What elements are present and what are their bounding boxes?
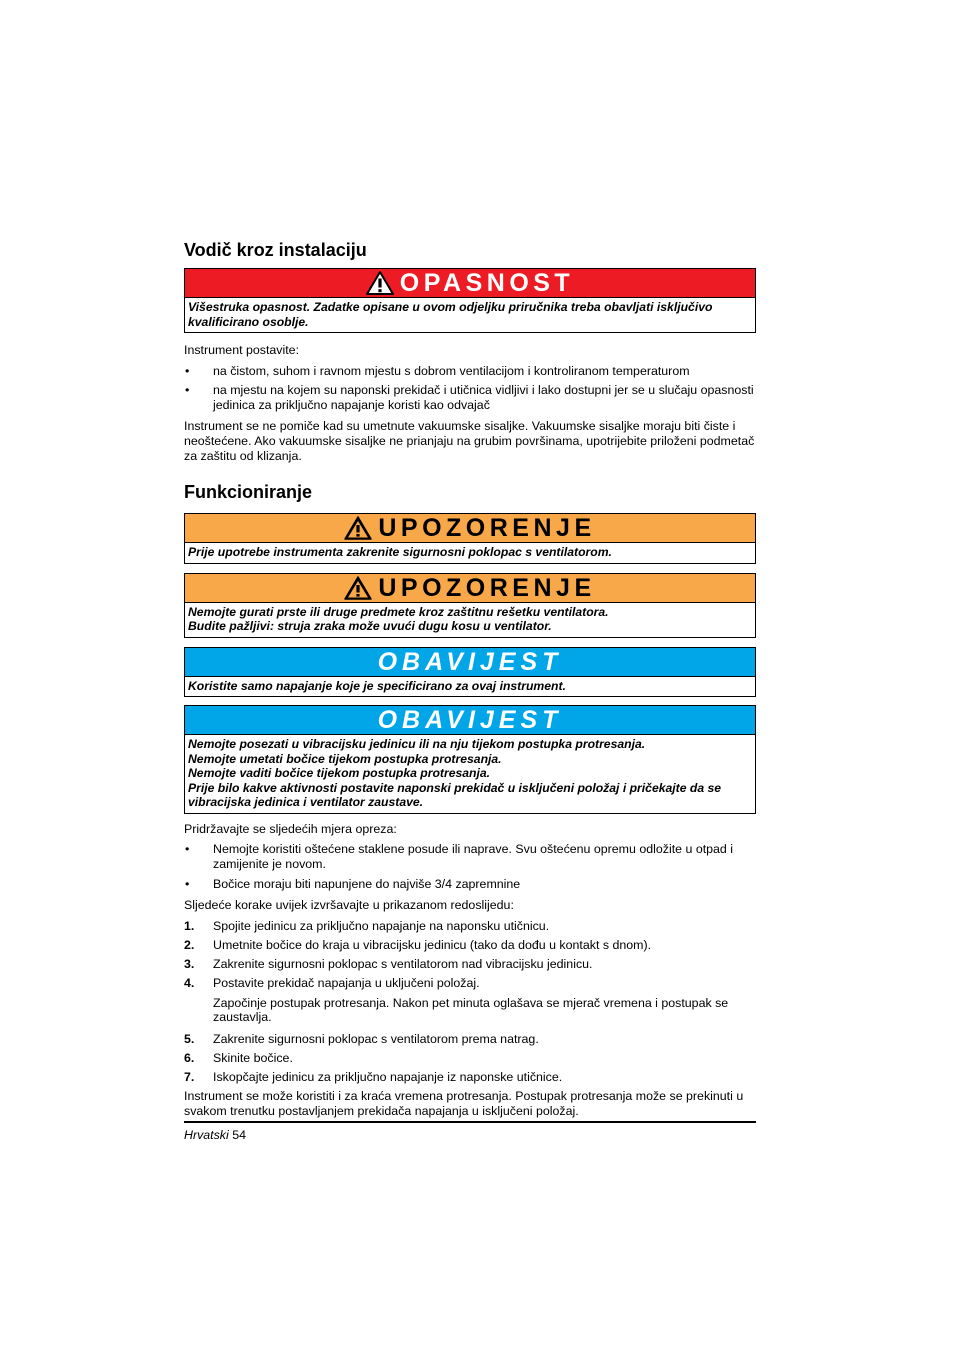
warning-title-2: UPOZORENJE	[378, 573, 596, 602]
danger-box	[184, 268, 756, 333]
list-item: • na čistom, suhom i ravnom mjestu s dobrom ventilacijom i kontroliranom temperaturom	[185, 363, 690, 378]
list-item: 1. Spojite jedinicu za priključno napajanje na naponsku utičnicu.	[184, 918, 550, 933]
warning-triangle-icon	[344, 576, 372, 600]
notice-header-1	[185, 648, 755, 677]
steps-list	[184, 919, 756, 991]
warning-box-2	[184, 573, 756, 638]
steps-intro: Sljedeće korake uvijek izvršavajte u prikazanom redoslijedu:	[184, 898, 514, 913]
page-number: 54	[232, 1128, 246, 1142]
list-item: 6. Skinite bočice.	[184, 1050, 293, 1065]
list-item: • Bočice moraju biti napunjene do najviše 3/4 zapremnine	[185, 877, 521, 892]
list-item: • na mjestu na kojem su naponski prekidač i utičnica vidljivi i lako dostupni jer se u slučaju opasnosti jedinica za priključno napajanje koristi kao odvajač	[185, 383, 754, 412]
list-item: • Nemojte koristiti oštećene staklene posude ili naprave. Svu oštećenu opremu odložite u otpad i zamijenite je novom.	[185, 842, 734, 871]
list-item: 7. Iskopčajte jedinicu za priključno napajanje iz naponske utičnice.	[184, 1069, 563, 1084]
install-paragraph: Instrument se ne pomiče kad su umetnute vakuumske sisaljke. Vakuumske sisaljke moraju biti čiste i neoštećene. Ako vakuumske sisaljke ne prianjaju na grubim površinama, upotrijebite priloženi podmetač za zaštitu od klizanja.	[184, 419, 755, 463]
footer-language: Hrvatski	[184, 1128, 229, 1142]
warning-box-1	[184, 513, 756, 564]
warning-text-1: Prije upotrebe instrumenta zakrenite sigurnosni poklopac s ventilatorom.	[188, 545, 612, 560]
page-footer	[184, 1128, 246, 1142]
notice-header-2	[185, 706, 755, 735]
step4-note: Započinje postupak protresanja. Nakon pet minuta oglašava se mjerač vremena i postupak se zaustavlja.	[213, 995, 729, 1025]
install-intro: Instrument postavite:	[184, 343, 300, 357]
warning-triangle-icon	[344, 516, 372, 540]
notice-text-2: Nemojte posezati u vibracijsku jedinicu ili na nju tijekom postupka protresanja. Nemojte umetati bočice tijekom postupka protresanja. Nemojte vaditi bočice tijekom postupka protresanja. Prije bilo kakve aktivnosti postavite naponski prekidač u isključeni položaj i pričekajte da se vibracijska jedinica i ventilator zaustave.	[188, 737, 722, 810]
footer-rule	[184, 1121, 756, 1123]
list-item: 2. Umetnite bočice do kraja u vibracijsku jedinicu (tako da dođu u kontakt s dnom).	[184, 937, 652, 952]
list-item: 3. Zakrenite sigurnosni poklopac s ventilatorom nad vibracijsku jedinicu.	[184, 956, 593, 971]
list-item: 4. Postavite prekidač napajanja u uključeni položaj.	[184, 975, 480, 990]
notice-text-1: Koristite samo napajanje koje je specificirano za ovaj instrument.	[188, 678, 566, 693]
notice-box-2	[184, 705, 756, 814]
danger-title: OPASNOST	[399, 269, 575, 297]
heading-installation: Vodič kroz instalaciju	[184, 240, 367, 260]
install-bullets	[184, 364, 756, 413]
closing-paragraph: Instrument se može koristiti i za kraća vremena protresanja. Postupak protresanja može se prekinuti u svakom trenutku postavljanjem prekidača napajanja u isključeni položaj.	[184, 1089, 744, 1119]
warning-title-1: UPOZORENJE	[378, 514, 596, 543]
notice-box-1	[184, 647, 756, 698]
steps-list-continued	[184, 1032, 756, 1085]
notice-title-1: OBAVIJEST	[377, 647, 563, 676]
list-item: 5. Zakrenite sigurnosni poklopac s ventilatorom prema natrag.	[184, 1031, 539, 1046]
warning-header-1	[185, 514, 755, 543]
heading-operation: Funkcioniranje	[184, 482, 313, 503]
warning-text-2: Nemojte gurati prste ili druge predmete kroz zaštitnu rešetku ventilatora. Budite pažljivi: struja zraka može uvući dugu kosu u ventilator.	[188, 604, 609, 634]
warning-triangle-icon	[366, 271, 394, 295]
danger-text: Višestruka opasnost. Zadatke opisane u ovom odjeljku priručnika treba obavljati isključivo kvalificirano osoblje.	[188, 300, 713, 329]
danger-header	[185, 269, 755, 298]
precautions-list	[184, 842, 756, 892]
warning-header-2	[185, 574, 755, 603]
notice-title-2: OBAVIJEST	[377, 706, 563, 735]
page-content	[184, 236, 756, 1119]
precautions-intro: Pridržavajte se sljedećih mjera opreza:	[184, 821, 397, 836]
